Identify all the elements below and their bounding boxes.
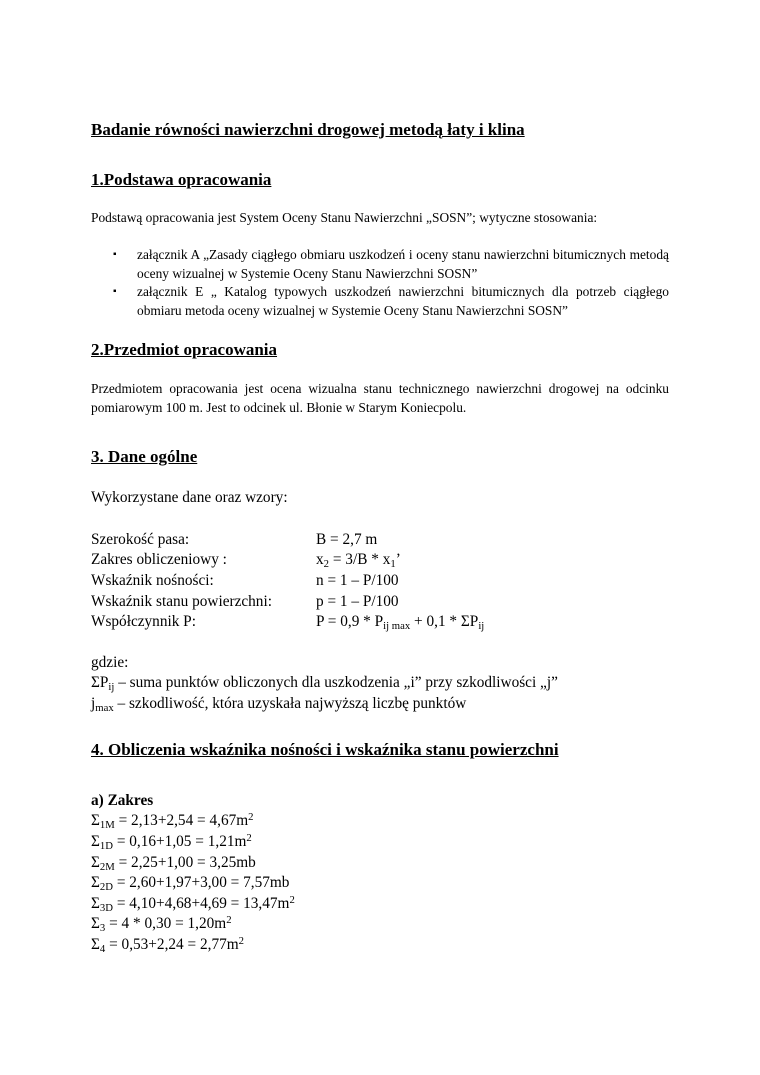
data-label: Współczynnik P: <box>91 613 196 630</box>
sum-expression: = 2,60+1,97+3,00 = 7,57mb <box>113 874 290 891</box>
section-3-heading: 3. Dane ogólne <box>91 447 198 466</box>
list-item <box>91 246 669 283</box>
formula-subscript: ij max <box>383 620 411 632</box>
data-value: p = 1 – P/100 <box>316 593 399 610</box>
formula-part: + 0,1 * ΣP <box>410 613 479 630</box>
sigma-symbol: Σ <box>91 854 100 871</box>
definition-1 <box>91 673 558 694</box>
data-value: n = 1 – P/100 <box>316 572 399 589</box>
sigma-symbol: Σ <box>91 895 100 912</box>
bullet-marker: ▪ <box>113 249 117 260</box>
section-4-subheading: a) Zakres <box>91 792 154 809</box>
sum-subscript: 3D <box>99 902 113 914</box>
formula-part: = 3/B * x <box>329 551 391 568</box>
sum-line <box>91 873 289 894</box>
sum-line <box>91 935 244 956</box>
sum-subscript: 2M <box>99 861 115 873</box>
unit-superscript: 2 <box>248 811 254 823</box>
sum-subscript: 4 <box>99 943 106 955</box>
section-2-text: Przedmiotem opracowania jest ocena wizualna stanu technicznego nawierzchni drogowej na odcinku pomiarowym 100 m. Jest to odcinek ul. Błonie w Starym Koniecpolu. <box>91 381 669 415</box>
section-1-intro: Podstawą opracowania jest System Oceny Stanu Nawierzchni „SOSN”; wytyczne stosowania: <box>91 210 598 225</box>
formula-subscript: ij <box>478 620 485 632</box>
sum-line <box>91 894 295 915</box>
list-item-text: załącznik A „Zasady ciągłego obmiaru uszkodzeń i oceny stanu nawierzchni bitumicznych metodą oceny wizualnej w Systemie Oceny Stanu Nawierzchni SOSN” <box>137 247 669 281</box>
sum-line <box>91 853 256 874</box>
data-value: B = 2,7 m <box>316 531 378 548</box>
section-3-intro: Wykorzystane dane oraz wzory: <box>91 489 288 506</box>
data-value <box>316 550 401 571</box>
list-item-text: załącznik E „ Katalog typowych uszkodzeń nawierzchni bitumicznych dla potrzeb ciągłego obmiaru metoda oceny wizualnej w Systemie Oceny Stanu Nawierzchni SOSN” <box>137 284 669 318</box>
data-label: Zakres obliczeniowy : <box>91 551 227 568</box>
sum-expression: = 4,10+4,68+4,69 = 13,47m <box>113 895 290 912</box>
data-value <box>316 612 484 633</box>
sum-line <box>91 811 254 832</box>
sum-expression: = 2,13+2,54 = 4,67m <box>114 812 249 829</box>
sum-subscript: 1D <box>99 840 113 852</box>
sigma-symbol: Σ <box>91 874 100 891</box>
section-4-heading: 4. Obliczenia wskaźnika nośności i wskaźnika stanu powierzchni <box>91 740 559 759</box>
sum-line <box>91 832 252 853</box>
sigma-symbol: Σ <box>91 915 100 932</box>
unit-superscript: 2 <box>238 935 245 947</box>
sum-expression: = 4 * 0,30 = 1,20m <box>105 915 227 932</box>
sigma-symbol: Σ <box>91 833 100 850</box>
formula-part: P = 0,9 * P <box>316 613 384 630</box>
sum-expression: = 0,16+1,05 = 1,21m <box>113 833 247 850</box>
sum-subscript: 1M <box>99 819 115 831</box>
data-label: Wskaźnik nośności: <box>91 572 214 589</box>
definition-2 <box>91 694 466 715</box>
bullet-marker: ▪ <box>113 286 117 297</box>
formula-subscript: 2 <box>323 558 330 570</box>
sum-line <box>91 914 232 935</box>
formula-part: x <box>316 551 324 568</box>
unit-superscript: 2 <box>289 894 295 906</box>
sum-subscript: 2D <box>99 881 113 893</box>
formula-part: ’ <box>395 551 401 568</box>
list-item <box>91 283 669 320</box>
definition-symbol: ΣP <box>91 674 109 691</box>
data-label: Szerokość pasa: <box>91 531 190 548</box>
document-title: Badanie równości nawierzchni drogowej metodą łaty i klina <box>91 120 525 139</box>
definition-subscript: max <box>95 702 114 714</box>
definition-subscript: ij <box>108 681 115 693</box>
sigma-symbol: Σ <box>91 936 100 953</box>
section-2-heading: 2.Przedmiot opracowania <box>91 340 278 359</box>
sigma-symbol: Σ <box>91 812 100 829</box>
unit-superscript: 2 <box>226 914 232 926</box>
section-1-heading: 1.Podstawa opracowania <box>91 170 272 189</box>
data-label: Wskaźnik stanu powierzchni: <box>91 593 272 610</box>
definition-symbol: j <box>91 695 96 712</box>
definition-text: – szkodliwość, która uzyskała najwyższą liczbę punktów <box>113 695 467 712</box>
sum-expression: = 0,53+2,24 = 2,77m <box>105 936 239 953</box>
formula-subscript: 1 <box>390 558 396 570</box>
unit-superscript: 2 <box>246 832 252 844</box>
where-label: gdzie: <box>91 654 129 671</box>
definition-text: – suma punktów obliczonych dla uszkodzenia „i” przy szkodliwości „j” <box>114 674 558 691</box>
sum-expression: = 2,25+1,00 = 3,25mb <box>114 854 256 871</box>
section-1-bullet-list <box>91 246 669 320</box>
sum-subscript: 3 <box>99 922 106 934</box>
